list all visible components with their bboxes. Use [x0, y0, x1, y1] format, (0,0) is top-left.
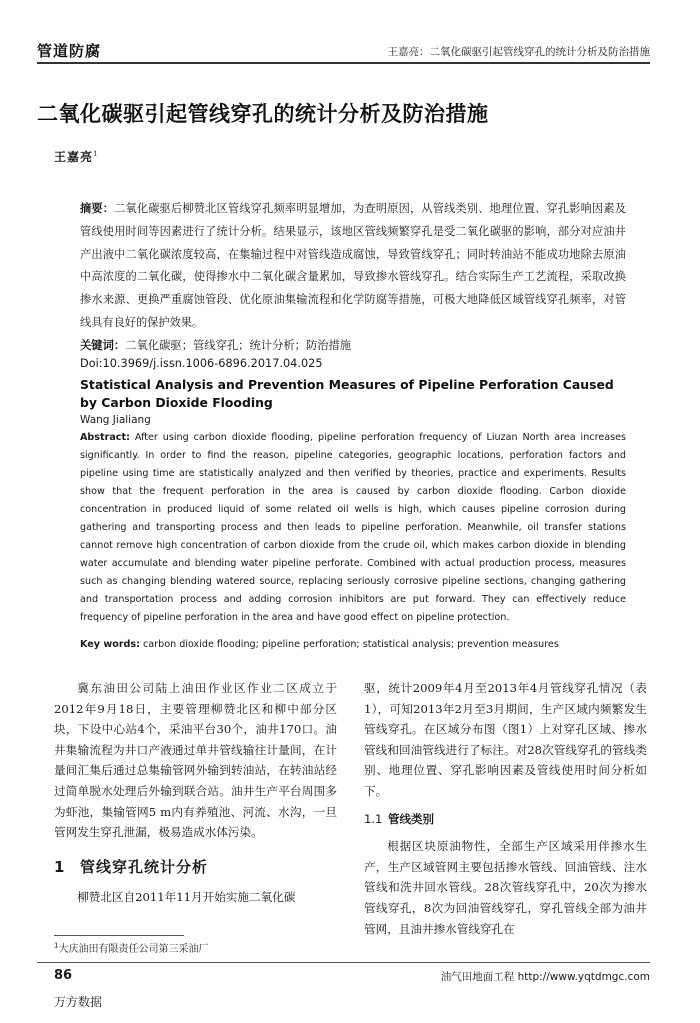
abstract-cn-label: 摘要：: [80, 202, 115, 215]
running-title: 王嘉亮：二氧化碳驱引起管线穿孔的统计分析及防治措施: [387, 46, 650, 58]
subsection-title: 管线类别: [388, 811, 434, 826]
footnote: [54, 940, 208, 955]
footnote-rule: [54, 935, 184, 936]
page-number: 86: [54, 968, 73, 983]
body-paragraph: 柳赞北区自2011年11月开始实施二氧化碳: [77, 890, 296, 905]
subsection-heading: [364, 809, 647, 830]
body-right-column: [364, 678, 647, 939]
footnote-marker: 1: [54, 941, 59, 950]
keywords-en-label: Key words:: [80, 639, 140, 650]
body-paragraph: 冀东油田公司陆上油田作业区作业二区成立于2012年9月18日，主要管理柳赞北区和柳中部分区块，下设中心站4个，采油平台30个，油井170口。油井集输流程为井口产液通过单井管线输往计量间，在计量间汇集后通过总集输管网外输到转油站，在转油站经过简单脱水处理后外输到联合站。油井生产平台周围多为虾池，集输管网5 m内有养殖池、河流、水沟，一旦管网发生穿孔泄漏，极易造成水体污染。: [54, 681, 337, 840]
journal-info: 油气田地面工程 http://www.yqtdmgc.com: [440, 971, 650, 983]
abstract-cn-text: 二氧化碳驱后柳赞北区管线穿孔频率明显增加，为查明原因，从管线类别、地理位置、穿孔影响因素及管线使用时间等因素进行了统计分析。结果显示，该地区管线频繁穿孔是受二氧化碳驱的影响，部分对应油井产出液中二氧化碳浓度较高，在集输过程中对管线造成腐蚀，导致管线穿孔；同时转油站不能成功地除去原油中高浓度的二氧化碳，使得掺水中二氧化碳含量累加，导致掺水管线穿孔。结合实际生产工艺流程，采取改换掺水来源、更换严重腐蚀管段、优化原油集输流程和化学防腐等措施，可极大地降低区域管线穿孔频率，对管线具有良好的保护效果。: [80, 202, 626, 329]
author: [54, 148, 98, 165]
keywords-cn-text: 二氧化碳驱；管线穿孔；统计分析；防治措施: [125, 339, 352, 352]
footnote-text: 大庆油田有限责任公司第三采油厂: [58, 944, 209, 955]
section-title: 管线穿孔统计分析: [80, 857, 209, 876]
section-number: 1: [54, 857, 66, 876]
subsection-number: 1.1: [364, 811, 383, 826]
watermark-text: 万方数据: [54, 995, 103, 1009]
abstract-cn: [80, 198, 626, 335]
section-label: 管道防腐: [37, 42, 102, 60]
header-rule: [37, 62, 650, 64]
keywords-cn-label: 关键词：: [80, 339, 126, 352]
section-heading: [54, 857, 337, 878]
footer-rule: [37, 962, 650, 963]
body-paragraph: 根据区块原油物性，全部生产区域采用伴掺水生产，生产区域管网主要包括掺水管线、回油管线、注水管线和洗井回水管线。28次管线穿孔中，20次为掺水管线穿孔，8次为回油管线穿孔，穿孔管线全部为油井管网，且油井掺水管线穿孔在: [364, 839, 647, 936]
body-left-column: [54, 678, 337, 908]
abstract-en-text: After using carbon dioxide flooding, pipeline perforation frequency of Liuzan North area increases significantly. In order to find the reason, pipeline categories, geographic locations, perforation factors and pipeline using time are statistically analyzed and then verified by theories, practice and experiments. Results show that the frequent perforation in the area is caused by carbon dioxide flooding. Carbon dioxide concentration in produced liquid of some related oil wells is high, which causes pipeline corrosion during gathering and transporting process and then leads to pipeline perforation. Meanwhile, oil transfer stations cannot remove high concentration of carbon dioxide from the crude oil, which makes carbon dioxide in blending water accumulate and blending water pipeline perforate. Combined with actual production process, measures such as changing blending watered source, replacing seriously corrosive pipeline sections, changing gathering and transportation process and adding corrosion inhibitors are put forward. They can effectively reduce frequency of pipeline perforation in the area and have good effect on pipeline protection.: [80, 432, 626, 623]
author-name: 王嘉亮: [54, 150, 94, 164]
keywords-en-text: carbon dioxide flooding; pipeline perforation; statistical analysis; prevention measures: [143, 639, 559, 650]
author-marker: 1: [93, 150, 99, 158]
english-title: Statistical Analysis and Prevention Measures of Pipeline Perforation Caused by Carbon Dioxide Flooding: [80, 377, 614, 410]
abstract-en: [80, 429, 626, 626]
doi: Doi:10.3969/j.issn.1006-6896.2017.04.025: [80, 357, 323, 370]
body-paragraph: 驱，统计2009年4月至2013年4月管线穿孔情况（表1），可知2013年2月至3月期间，生产区域内频繁发生管线穿孔。在区域分布图（图1）上对穿孔区域、掺水管线和回油管线进行了标注。对28次管线穿孔的管线类别、地理位置、穿孔影响因素及管线使用时间分析如下。: [364, 681, 647, 798]
english-author: Wang Jialiang: [80, 414, 151, 426]
keywords-en: [80, 637, 626, 653]
keywords-cn: [80, 337, 626, 355]
paper-title: 二氧化碳驱引起管线穿孔的统计分析及防治措施: [37, 101, 489, 126]
abstract-en-label: Abstract:: [80, 432, 130, 443]
